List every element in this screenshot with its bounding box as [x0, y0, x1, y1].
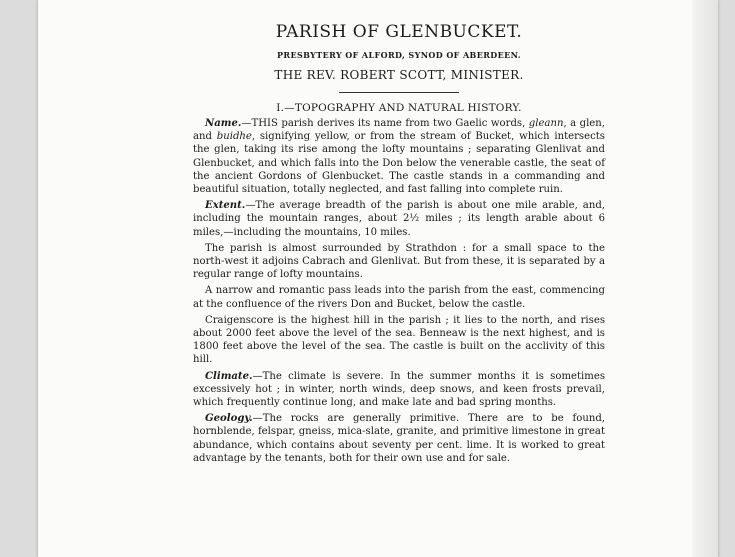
paragraph-climate [193, 370, 605, 410]
paragraph-pass: A narrow and romantic pass leads into the parish from the east, commencing at the confluence of the rivers Don and Bucket, below the castle. [193, 285, 605, 310]
gaelic-word-buidhe: buidhe [216, 131, 252, 143]
climate-label: Climate. [205, 370, 253, 382]
geology-text: —The rocks are generally primitive. There are to be found, hornblende, felspar, gneiss, mica-slate, granite, and primitive limestone in great abundance, which contains about seventy per cent. lime. It is worked to great advantage by the tenants, both for their own use and for sale. [193, 413, 605, 464]
presbytery-subtitle: PRESBYTERY OF ALFORD, SYNOD OF ABERDEEN. [277, 50, 521, 60]
page-gutter [692, 0, 718, 557]
name-text-2: , a glen, and [193, 118, 605, 143]
text-column [193, 22, 605, 468]
document-page [38, 0, 718, 557]
divider-rule [339, 92, 459, 93]
minister-line: THE REV. ROBERT SCOTT, MINISTER. [274, 68, 524, 82]
paragraph-name [193, 117, 605, 196]
paragraph-craigenscore: Craigenscore is the highest hill in the parish ; it lies to the north, and rises about 2000 feet above the level of the sea. Benneaw is the next highest, and is 1800 feet above the level of the sea. The castle is built on the acclivity of this hill. [193, 314, 605, 366]
gaelic-word-gleann: gleann [528, 118, 564, 129]
name-label: Name. [205, 118, 242, 129]
name-text-1: —THIS parish derives its name from two Gaelic words, [241, 118, 529, 129]
extent-label: Extent. [205, 200, 246, 212]
paragraph-geology [193, 412, 605, 465]
paragraph-strathdon: The parish is almost surrounded by Strathdon : for a small space to the north-west it adjoins Cabrach and Glenlivat. But from these, it is separated by a regular range of lofty mountains. [193, 242, 605, 281]
extent-text: —The average breadth of the parish is about one mile arable, and, including the mountain ranges, about 2½ miles ; its length arable about 6 miles,—including the mountains, 10 miles. [193, 200, 605, 238]
section-heading: I.—TOPOGRAPHY AND NATURAL HISTORY. [276, 102, 522, 114]
name-text-3: , signifying yellow, or from the stream of Bucket, which intersects the glen, taking its rise among the lofty mountains ; separating Glenlivat and Glenbucket, and which falls into the Don below the venerable castle, the seat of the ancient Gordons of Glenbucket. The castle stands in a commanding and beautiful situation, totally neglected, and fast falling into complete ruin. [193, 131, 605, 196]
page-title: PARISH OF GLENBUCKET. [275, 22, 523, 42]
geology-label: Geology. [205, 413, 253, 425]
climate-text: —The climate is severe. In the summer months it is sometimes excessively hot ; in winter, north winds, deep snows, and keen frosts prevail, which frequently continue long, and make late and bad spring months. [193, 370, 605, 409]
paragraph-extent [193, 199, 605, 239]
